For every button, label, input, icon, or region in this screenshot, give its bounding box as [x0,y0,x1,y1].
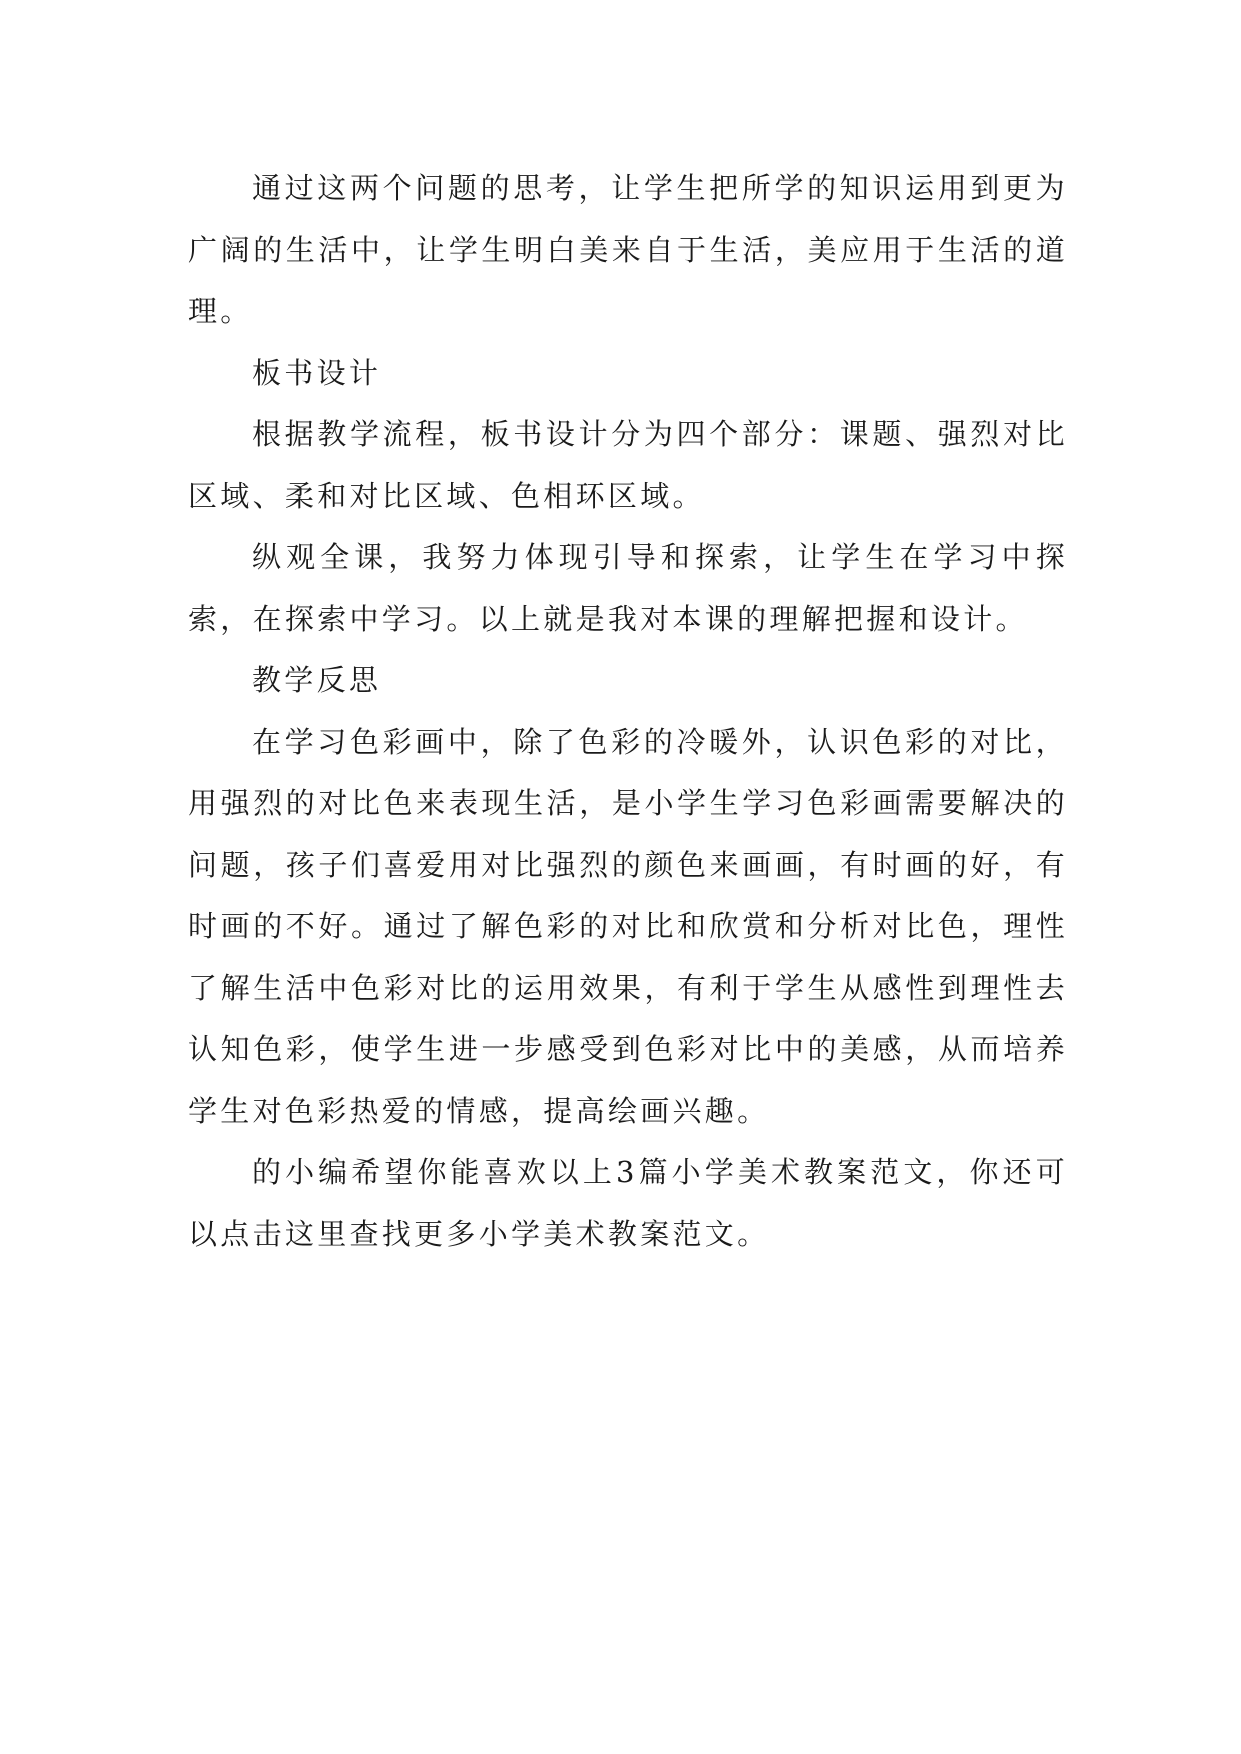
section-heading-reflection: 教学反思 [252,663,382,697]
paragraph-board-design: 根据教学流程，板书设计分为四个部分：课题、强烈对比区域、柔和对比区域、色相环区域。 [188,417,1068,513]
paragraph-summary: 通过这两个问题的思考，让学生把所学的知识运用到更为广阔的生活中，让学生明白美来自于生活，美应用于生活的道理。 [188,171,1068,328]
paragraph-closing: 的小编希望你能喜欢以上3篇小学美术教案范文，你还可以点击这里查找更多小学美术教案范文。 [188,1155,1068,1251]
paragraph-overview: 纵观全课，我努力体现引导和探索，让学生在学习中探索，在探索中学习。以上就是我对本课的理解把握和设计。 [188,540,1068,636]
paragraph-reflection: 在学习色彩画中，除了色彩的冷暖外，认识色彩的对比，用强烈的对比色来表现生活，是小学生学习色彩画需要解决的问题，孩子们喜爱用对比强烈的颜色来画画，有时画的好，有时画的不好。通过了解色彩的对比和欣赏和分析对比色，理性了解生活中色彩对比的运用效果，有利于学生从感性到理性去认知色彩，使学生进一步感受到色彩对比中的美感，从而培养学生对色彩热爱的情感，提高绘画兴趣。 [188,724,1068,1128]
document-body [188,158,1068,1265]
section-heading-board-design: 板书设计 [252,355,382,390]
